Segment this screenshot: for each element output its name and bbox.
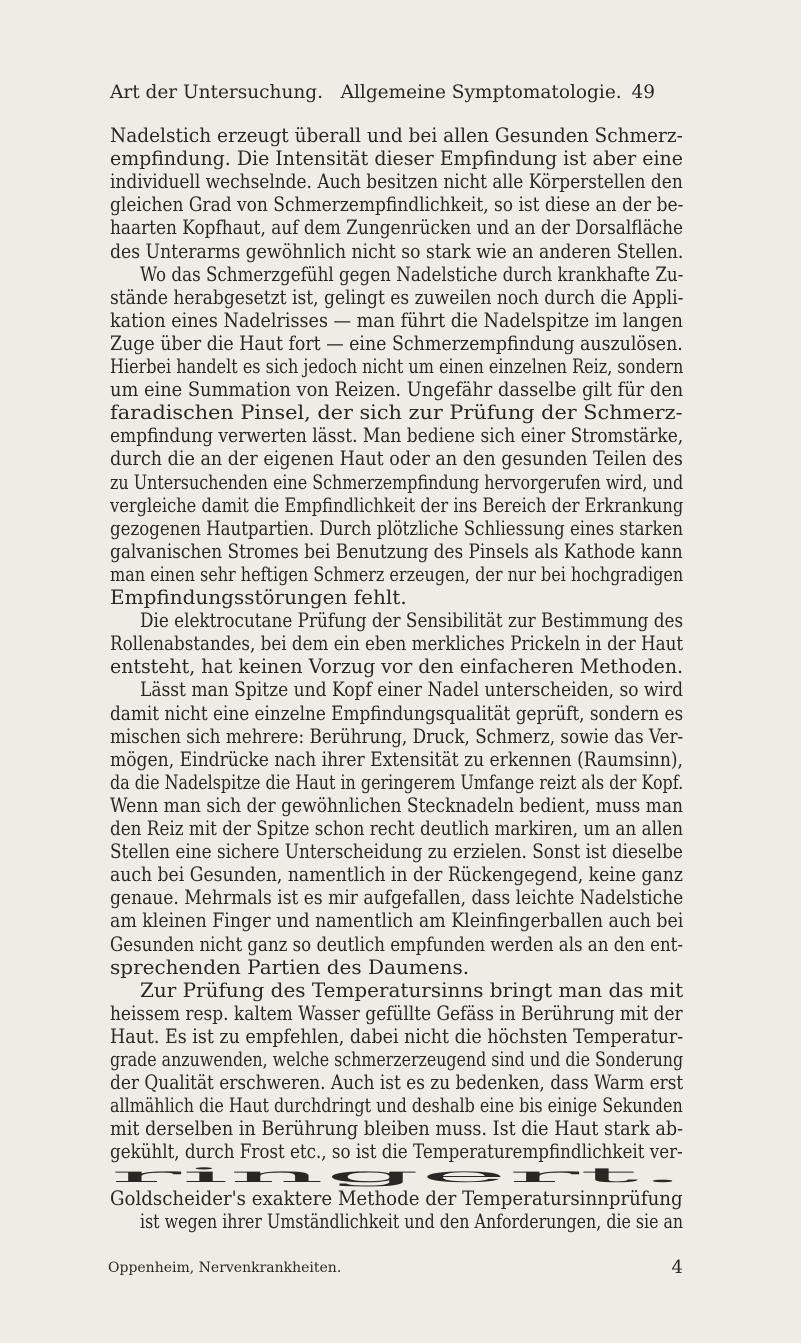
- text-line: individuell wechselnde. Auch besitzen nicht alle Körperstellen den: [110, 169, 683, 194]
- text-line: Haut. Es ist zu empfehlen, dabei nicht die höchsten Temperatur-: [110, 1023, 684, 1048]
- text-line: mischen sich mehrere: Berührung, Druck, Schmerz, sowie das Ver-: [110, 723, 684, 748]
- text-line: genaue. Mehrmals ist es mir aufgefallen, dass leichte Nadelstiche: [110, 885, 684, 910]
- text-line: sprechenden Partien des Daumens.: [110, 954, 470, 979]
- text-line: faradischen Pinsel, der sich zur Prüfung der Schmerz-: [110, 400, 683, 425]
- text-line: mit derselben in Berührung bleiben muss. Ist die Haut stark ab-: [110, 1116, 684, 1141]
- text-line: da die Nadelspitze die Haut in geringerem Umfange reizt als der Kopf.: [110, 769, 684, 794]
- text-line: haarten Kopfhaut, auf dem Zungenrücken und an der Dorsalfläche: [110, 215, 684, 240]
- text-line: allmählich die Haut durchdringt und deshalb eine bis einige Sekunden: [110, 1093, 683, 1118]
- text-line: am kleinen Finger und namentlich am Kleinfingerballen auch bei: [110, 908, 684, 933]
- signature-number: 4: [671, 1257, 683, 1278]
- text-line: zu Untersuchenden eine Schmerzempfindung hervorgerufen wird, und: [110, 469, 684, 494]
- text-line: durch die an der eigenen Haut oder an den gesunden Teilen des: [110, 446, 683, 471]
- text-line: entsteht, hat keinen Vorzug vor den einfacheren Methoden.: [110, 654, 684, 679]
- running-head: [110, 82, 655, 110]
- signature-line: Oppenheim, Nervenkrankheiten.: [108, 1260, 342, 1276]
- text-line: gekühlt, durch Frost etc., so ist die Temperaturempfindlichkeit ver-: [110, 1139, 683, 1164]
- text-line: Hierbei handelt es sich jedoch nicht um einen einzelnen Reiz, sondern: [110, 354, 684, 378]
- text-line: Rollenabstandes, bei dem ein eben merkliches Prickeln in der Haut: [110, 631, 684, 656]
- page-footer: [108, 1257, 683, 1282]
- text-line: Empfindungsstörungen fehlt.: [110, 585, 407, 609]
- text-line: heissem resp. kaltem Wasser gefüllte Gefäss in Berührung mit der: [110, 1000, 683, 1025]
- text-line: galvanischen Stromes bei Benutzung des Pinsels als Kathode kann: [110, 538, 683, 563]
- text-line: mögen, Eindrücke nach ihrer Extensität zu erkennen (Raumsinn),: [110, 746, 683, 771]
- text-line: um eine Summation von Reizen. Ungefähr dasselbe gilt für den: [110, 377, 684, 402]
- text-line: gezogenen Hautpartien. Durch plötzliche Schliessung eines starken: [110, 515, 684, 540]
- text-line: ist wegen ihrer Umständlichkeit und den Anforderungen, die sie an: [140, 1208, 684, 1233]
- text-line: kation eines Nadelrisses — man führt die Nadelspitze im langen: [110, 307, 683, 332]
- text-line: Nadelstich erzeugt überall und bei allen Gesunden Schmerz-: [110, 123, 683, 147]
- text-line: ringert.: [110, 1162, 687, 1187]
- text-line: Die elektrocutane Prüfung der Sensibilität zur Bestimmung des: [140, 608, 684, 633]
- text-line: Zur Prüfung des Temperatursinns bringt man das mit: [140, 977, 684, 1002]
- text-line: auch bei Gesunden, namentlich in der Rückengegend, keine ganz: [110, 862, 683, 887]
- text-line: grade anzuwenden, welche schmerzerzeugend sind und die Sonderung: [110, 1047, 684, 1071]
- text-line: Wo das Schmerzgefühl gegen Nadelstiche durch krankhafte Zu-: [140, 261, 684, 286]
- text-line: Stellen eine sichere Unterscheidung zu erzielen. Sonst ist dieselbe: [110, 839, 683, 864]
- text-line: gleichen Grad von Schmerzempfindlichkeit, so ist diese an der be-: [110, 192, 684, 217]
- text-line: den Reiz mit der Spitze schon recht deutlich markiren, um an allen: [110, 816, 684, 840]
- text-line: Gesunden nicht ganz so deutlich empfunden werden als an den ent-: [110, 931, 683, 956]
- page-number: 49: [631, 82, 655, 103]
- text-line: man einen sehr heftigen Schmerz erzeugen, der nur bei hochgradigen: [110, 561, 684, 586]
- text-line: stände herabgesetzt ist, gelingt es zuweilen noch durch die Appli-: [110, 284, 684, 309]
- text-line: Wenn man sich der gewöhnlichen Stecknadeln bedient, muss man: [110, 792, 683, 817]
- text-line: der Qualität erschweren. Auch ist es zu bedenken, dass Warm erst: [110, 1070, 684, 1095]
- text-line: des Unterarms gewöhnlich nicht so stark wie an anderen Stellen.: [110, 238, 684, 263]
- text-line: Zuge über die Haut fort — eine Schmerzempfindung auszulösen.: [110, 330, 683, 355]
- text-line: empfindung. Die Intensität dieser Empfindung ist aber eine: [110, 146, 683, 171]
- text-line: Goldscheider's exaktere Methode der Temperatursinnprüfung: [110, 1185, 683, 1210]
- text-line: damit nicht eine einzelne Empfindungsqualität geprüft, sondern es: [110, 700, 684, 725]
- running-title: Art der Untersuchung. Allgemeine Symptomatologie.: [110, 82, 622, 103]
- text-line: Lässt man Spitze und Kopf einer Nadel unterscheiden, so wird: [140, 677, 684, 702]
- text-line: empfindung verwerten lässt. Man bediene sich einer Stromstärke,: [110, 423, 684, 448]
- text-line: vergleiche damit die Empfindlichkeit der ins Bereich der Erkrankung: [110, 492, 684, 517]
